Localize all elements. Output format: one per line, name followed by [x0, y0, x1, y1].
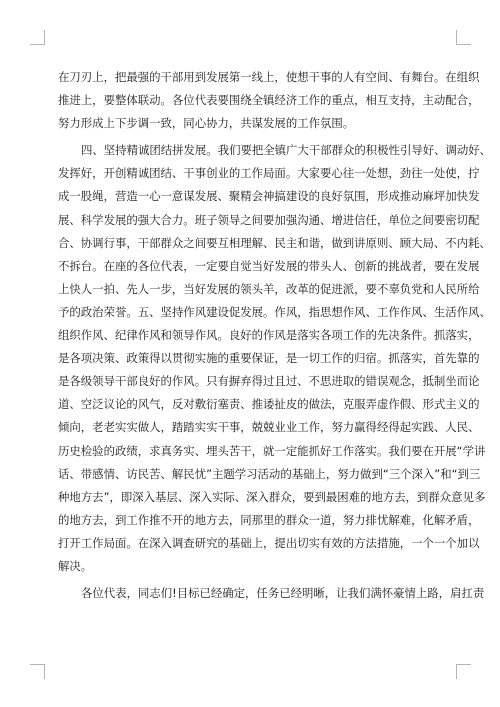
crop-mark-bottom-left: [30, 664, 45, 679]
document-body: [58, 66, 492, 605]
text-line: 展、科学发展的强大合力。班子领导之间要加强沟通、增进信任，单位之间要密切配: [58, 212, 480, 227]
text-line: 上快人一拍、先人一步，当好发展的领头羊，改革的促进派，要不辜负党和人民所给: [58, 281, 480, 296]
text-line: 道、空泛议论的风气，反对敷衍塞责、推诿扯皮的做法，克服弄虚作假、形式主义的: [58, 397, 480, 412]
text-line: 倾向，老老实实做人，踏踏实实干事，兢兢业业工作，努力赢得经得起实践、人民、: [58, 420, 480, 435]
text-line: 各位代表，同志们!目标已经确定，任务已经明晰，让我们满怀豪情上路，肩扛责: [81, 586, 485, 601]
text-line: 是各项决策、政策得以贯彻实施的重要保证，是一切工作的归宿。抓落实，首先靠的: [58, 351, 480, 366]
text-line: 解决。: [58, 558, 93, 573]
crop-mark-bottom-right: [456, 664, 471, 679]
text-line: 四、坚持精诚团结拼发展。我们要把全镇广大干部群众的积极性引导好、调动好、: [81, 143, 492, 158]
text-line: 不拆台。在座的各位代表，一定要自觉当好发展的带头人、创新的挑战者，要在发展: [58, 258, 480, 273]
text-line: 合、协调行事，干部群众之间要互相理解、民主和谐，做到讲原则、顾大局、不内耗、: [58, 235, 491, 250]
text-line: 在刀刃上，把最强的干部用到发展第一线上，使想干事的人有空间、有舞台。在组织: [58, 70, 480, 84]
text-line: 种地方去”，即深入基层、深入实际、深入群众，要到最困难的地方去，到群众意见多: [58, 489, 486, 504]
text-line: 努力形成上下步调一致，同心协力，共谋发展的工作氛围。: [58, 116, 355, 131]
text-line: 组织作风、纪律作风和领导作风。良好的作风是落实各项工作的先决条件。抓落实，: [58, 328, 480, 343]
text-line: 是各级领导干部良好的作风。只有摒弃得过且过、不思进取的错误观念，抵制坐而论: [58, 374, 480, 389]
text-line: 推进上，要整体联动。各位代表要围绕全镇经济工作的重点，相互支持，主动配合，: [58, 93, 480, 108]
text-line: 话、带感情、访民苦、解民忧”主题学习活动的基础上，努力做到“三个深入”和“到三: [58, 466, 481, 481]
text-line: 历史检验的政绩，求真务实、埋头苦干，就一定能抓好工作落实。我们要在开展“学讲: [58, 443, 486, 458]
text-line: 的地方去，到工作推不开的地方去，同那里的群众一道，努力排忧解难，化解矛盾，: [58, 512, 480, 527]
text-line: 予的政治荣誉。五、坚持作风建设促发展。作风，指思想作风、工作作风、生活作风、: [58, 304, 491, 319]
crop-mark-top-right: [456, 30, 471, 45]
text-line: 成一股绳，营造一心一意谋发展、聚精会神搞建设的良好氛围，形成推动麻坪加快发: [58, 189, 480, 204]
text-line: 发挥好，开创精诚团结、干事创业的工作局面。大家要心往一处想，劲往一处使，拧: [58, 166, 480, 181]
text-line: 打开工作局面。在深入调查研究的基础上，提出切实有效的方法措施，一个一个加以: [58, 535, 480, 550]
crop-mark-top-left: [30, 30, 45, 45]
